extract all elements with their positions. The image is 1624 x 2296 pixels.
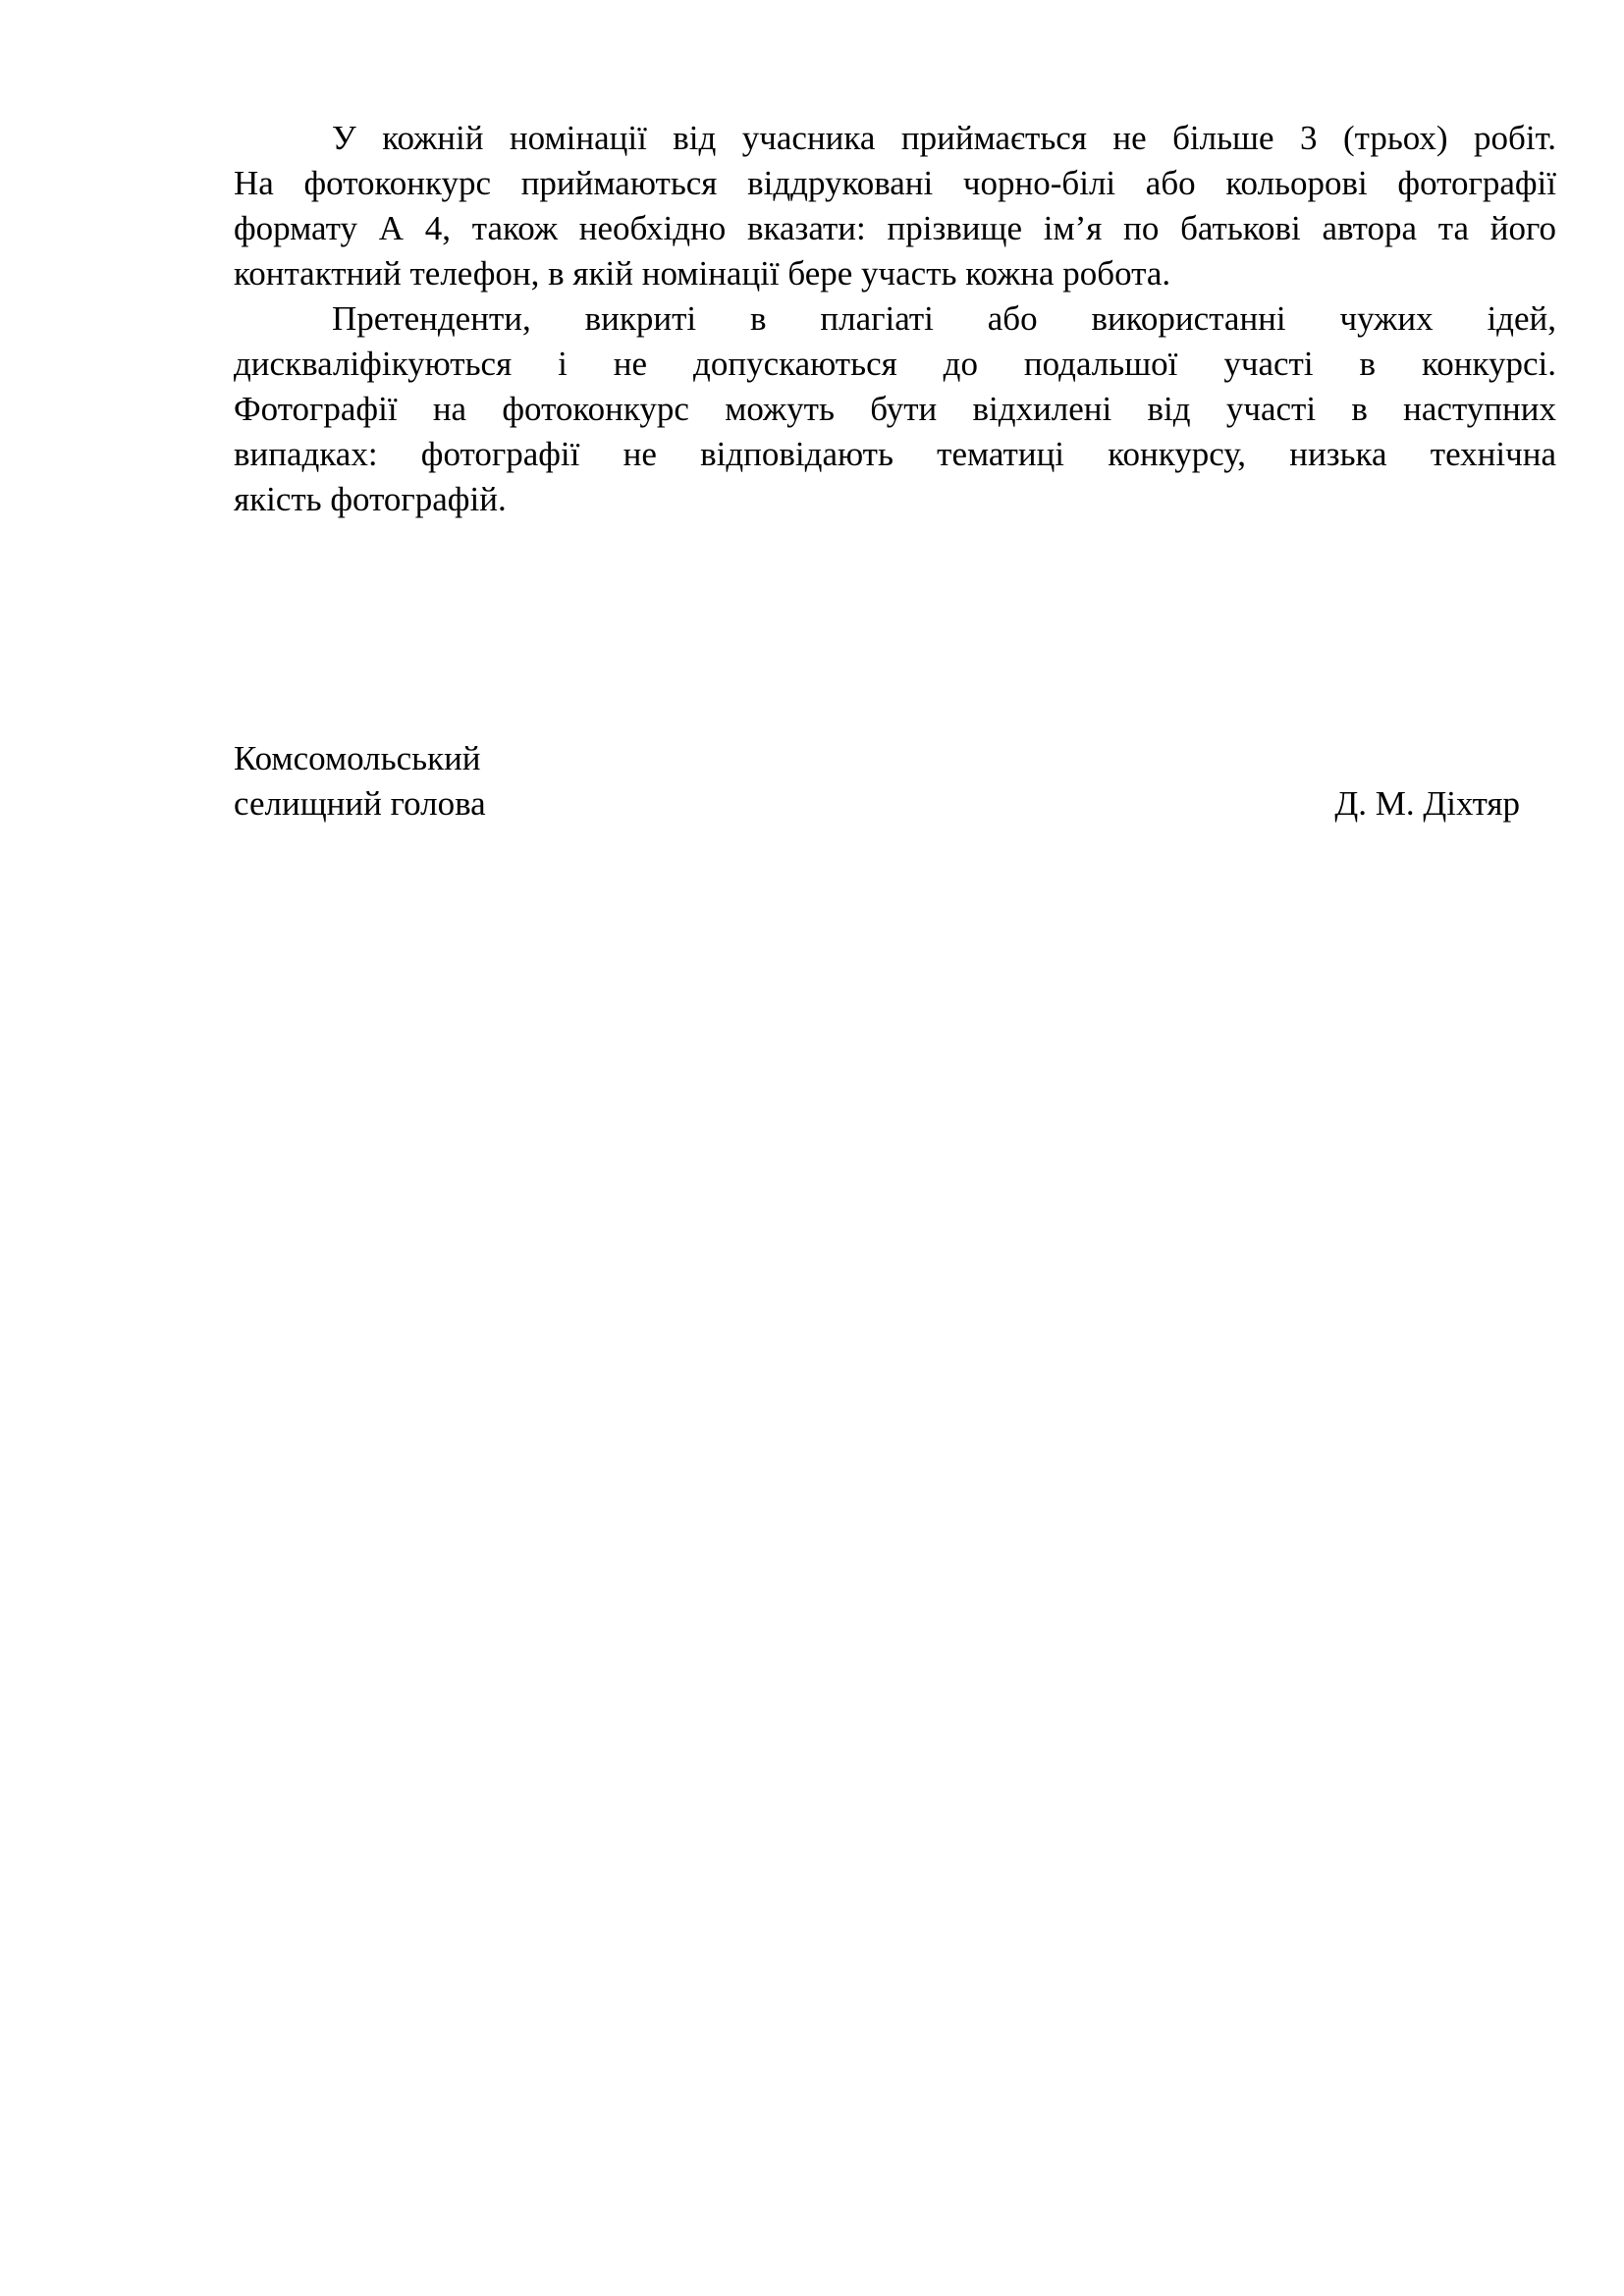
signatory-name: Д. М. Діхтяр: [1334, 784, 1520, 823]
paragraph-line: формату А 4, також необхідно вказати: прізвище ім’я по батькові автора та його: [234, 209, 1556, 247]
paragraph-submission-rules: [234, 116, 1556, 296]
signatory-position-line2: селищний голова: [234, 784, 486, 823]
signature-row-1: [234, 736, 1520, 781]
paragraph-line: контактний телефон, в якій номінації бере участь кожна робота.: [234, 254, 1171, 293]
paragraph-line: Претенденти, викриті в плагіаті або використанні чужих ідей,: [332, 299, 1556, 338]
paragraph-line: випадках: фотографії не відповідають тематиці конкурсу, низька технічна: [234, 435, 1556, 473]
paragraph-disqualification: [234, 296, 1556, 522]
paragraph-line: На фотоконкурс приймаються віддруковані чорно-білі або кольорові фотографії: [234, 164, 1556, 202]
signature-block: [234, 736, 1520, 827]
signatory-position-line1: Комсомольський: [234, 739, 481, 777]
paragraph-line: Фотографії на фотоконкурс можуть бути відхилені від участі в наступних: [234, 390, 1556, 428]
paragraph-line: якість фотографій.: [234, 480, 507, 518]
paragraph-line: У кожній номінації від учасника приймається не більше 3 (трьох) робіт.: [332, 119, 1556, 157]
signature-row-2: [234, 781, 1520, 827]
paragraph-line: дискваліфікуються і не допускаються до подальшої участі в конкурсі.: [234, 345, 1556, 383]
document-body: [234, 116, 1556, 522]
